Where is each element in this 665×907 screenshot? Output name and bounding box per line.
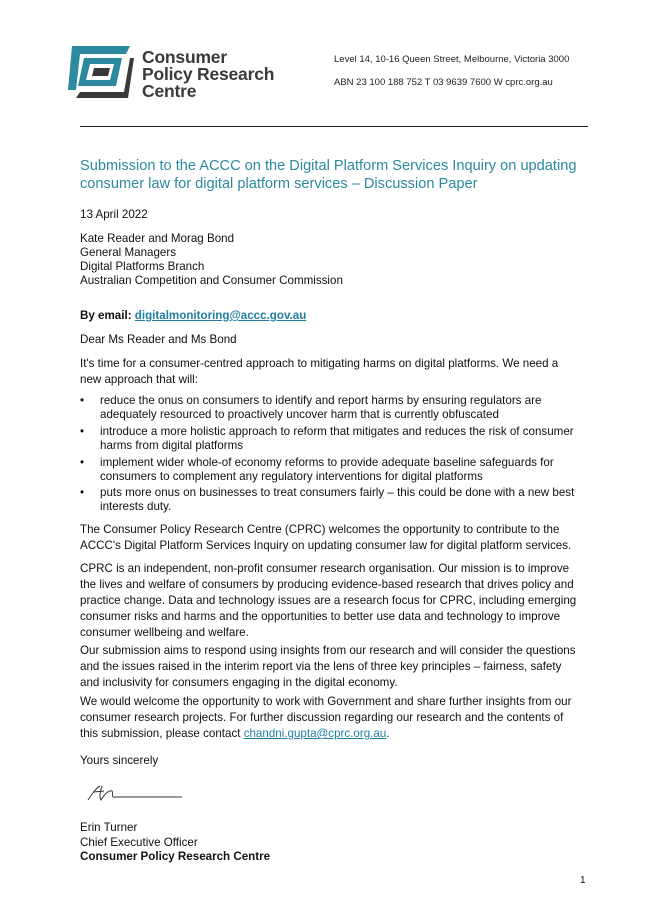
- email-link[interactable]: digitalmonitoring@accc.gov.au: [134, 309, 307, 322]
- text-line: ACCC's Digital Platform Services Inquiry on updating consumer law for digital platform services.: [80, 539, 572, 552]
- bullet-icon: •: [80, 425, 85, 438]
- text-line: consumer risks and harms and the opportunities to better use data and technology to improve: [80, 610, 561, 623]
- text-line: consumer wellbeing and welfare.: [80, 626, 249, 639]
- text-line: the lives and welfare of consumers by producing evidence-based research that drives policy and: [80, 578, 574, 591]
- text-line: and the issues raised in the interim report via the lens of three key principles – fairness, safety: [80, 660, 562, 673]
- header-address: Level 14, 10-16 Queen Street, Melbourne, Victoria 3000: [334, 54, 570, 65]
- text-line: interests duty.: [100, 500, 172, 514]
- title-line: consumer law for digital platform services – Discussion Paper: [80, 176, 478, 192]
- text-line: and inclusivity for consumers engaging in the digital economy.: [80, 676, 398, 689]
- intro-paragraph: [80, 356, 590, 388]
- salutation: Dear Ms Reader and Ms Bond: [80, 333, 237, 346]
- header-divider: [80, 126, 588, 127]
- signoff: Yours sincerely: [80, 754, 159, 767]
- page-number: 1: [580, 875, 586, 886]
- about-paragraph: [80, 561, 590, 641]
- email-label: By email:: [80, 309, 132, 322]
- text-line: CPRC is an independent, non-profit consumer research organisation. Our mission is to improve: [80, 562, 570, 575]
- signatory-org: Consumer Policy Research Centre: [80, 850, 271, 863]
- bullet-icon: •: [80, 456, 85, 469]
- text-line: introduce a more holistic approach to reform that mitigates and reduces the risk of consumer: [100, 425, 574, 438]
- text-line: consumer research projects. For further discussion regarding our research and the contents of: [80, 711, 564, 724]
- closing-prefix: this submission, please contact: [80, 727, 244, 740]
- text-line: practice change. Data and technology issues are a research focus for CPRC, including emerging: [80, 594, 577, 607]
- text-line: Our submission aims to respond using insights from our research and will consider the questions: [80, 644, 576, 657]
- text-line: harms from digital platforms: [100, 439, 244, 453]
- signatory-name: Erin Turner: [80, 821, 138, 834]
- closing-paragraph: [80, 694, 590, 742]
- bullet-icon: •: [80, 486, 85, 499]
- recipient-line: General Managers: [80, 246, 177, 259]
- logo-wordmark: [142, 49, 274, 100]
- closing-suffix: .: [386, 727, 390, 740]
- letter-date: 13 April 2022: [80, 208, 148, 221]
- text-line: The Consumer Policy Research Centre (CPRC) welcomes the opportunity to contribute to the: [80, 523, 560, 536]
- text-line: It's time for a consumer-centred approach to mitigating harms on digital platforms. We need a: [80, 357, 559, 370]
- approach-paragraph: [80, 643, 590, 691]
- text-line: puts more onus on businesses to treat consumers fairly – this could be done with a new best: [100, 486, 575, 499]
- recipient-line: Kate Reader and Morag Bond: [80, 232, 235, 245]
- text-line: [80, 726, 590, 742]
- logo-line: Consumer: [142, 47, 227, 67]
- title-line: Submission to the ACCC on the Digital Platform Services Inquiry on updating: [80, 158, 577, 174]
- text-line: adequately resourced to proactively uncover harm that is currently obfuscated: [100, 408, 499, 422]
- bullet-icon: •: [80, 394, 85, 407]
- header-contact: ABN 23 100 188 752 T 03 9639 7600 W cprc.org.au: [334, 77, 553, 88]
- cprc-logo-icon: [66, 42, 136, 102]
- logo-line: Policy Research: [142, 64, 275, 84]
- document-title: [80, 157, 600, 193]
- text-line: implement wider whole-of economy reforms to provide adequate baseline safeguards for: [100, 456, 554, 469]
- contact-email-link[interactable]: chandni.gupta@cprc.org.au: [243, 727, 387, 740]
- signature-image: [86, 782, 186, 804]
- welcome-paragraph: [80, 522, 590, 554]
- text-line: reduce the onus on consumers to identify and report harms by ensuring regulators are: [100, 394, 542, 407]
- recipient-line: Australian Competition and Consumer Commission: [80, 274, 343, 287]
- recipient-line: Digital Platforms Branch: [80, 260, 205, 273]
- logo-line: Centre: [142, 81, 197, 101]
- text-line: consumers to complement any regulatory interventions for digital platforms: [100, 470, 483, 484]
- text-line: We would welcome the opportunity to work with Government and share further insights from our: [80, 695, 572, 708]
- text-line: new approach that will:: [80, 373, 198, 386]
- email-line: [80, 309, 306, 323]
- signatory-role: Chief Executive Officer: [80, 836, 198, 849]
